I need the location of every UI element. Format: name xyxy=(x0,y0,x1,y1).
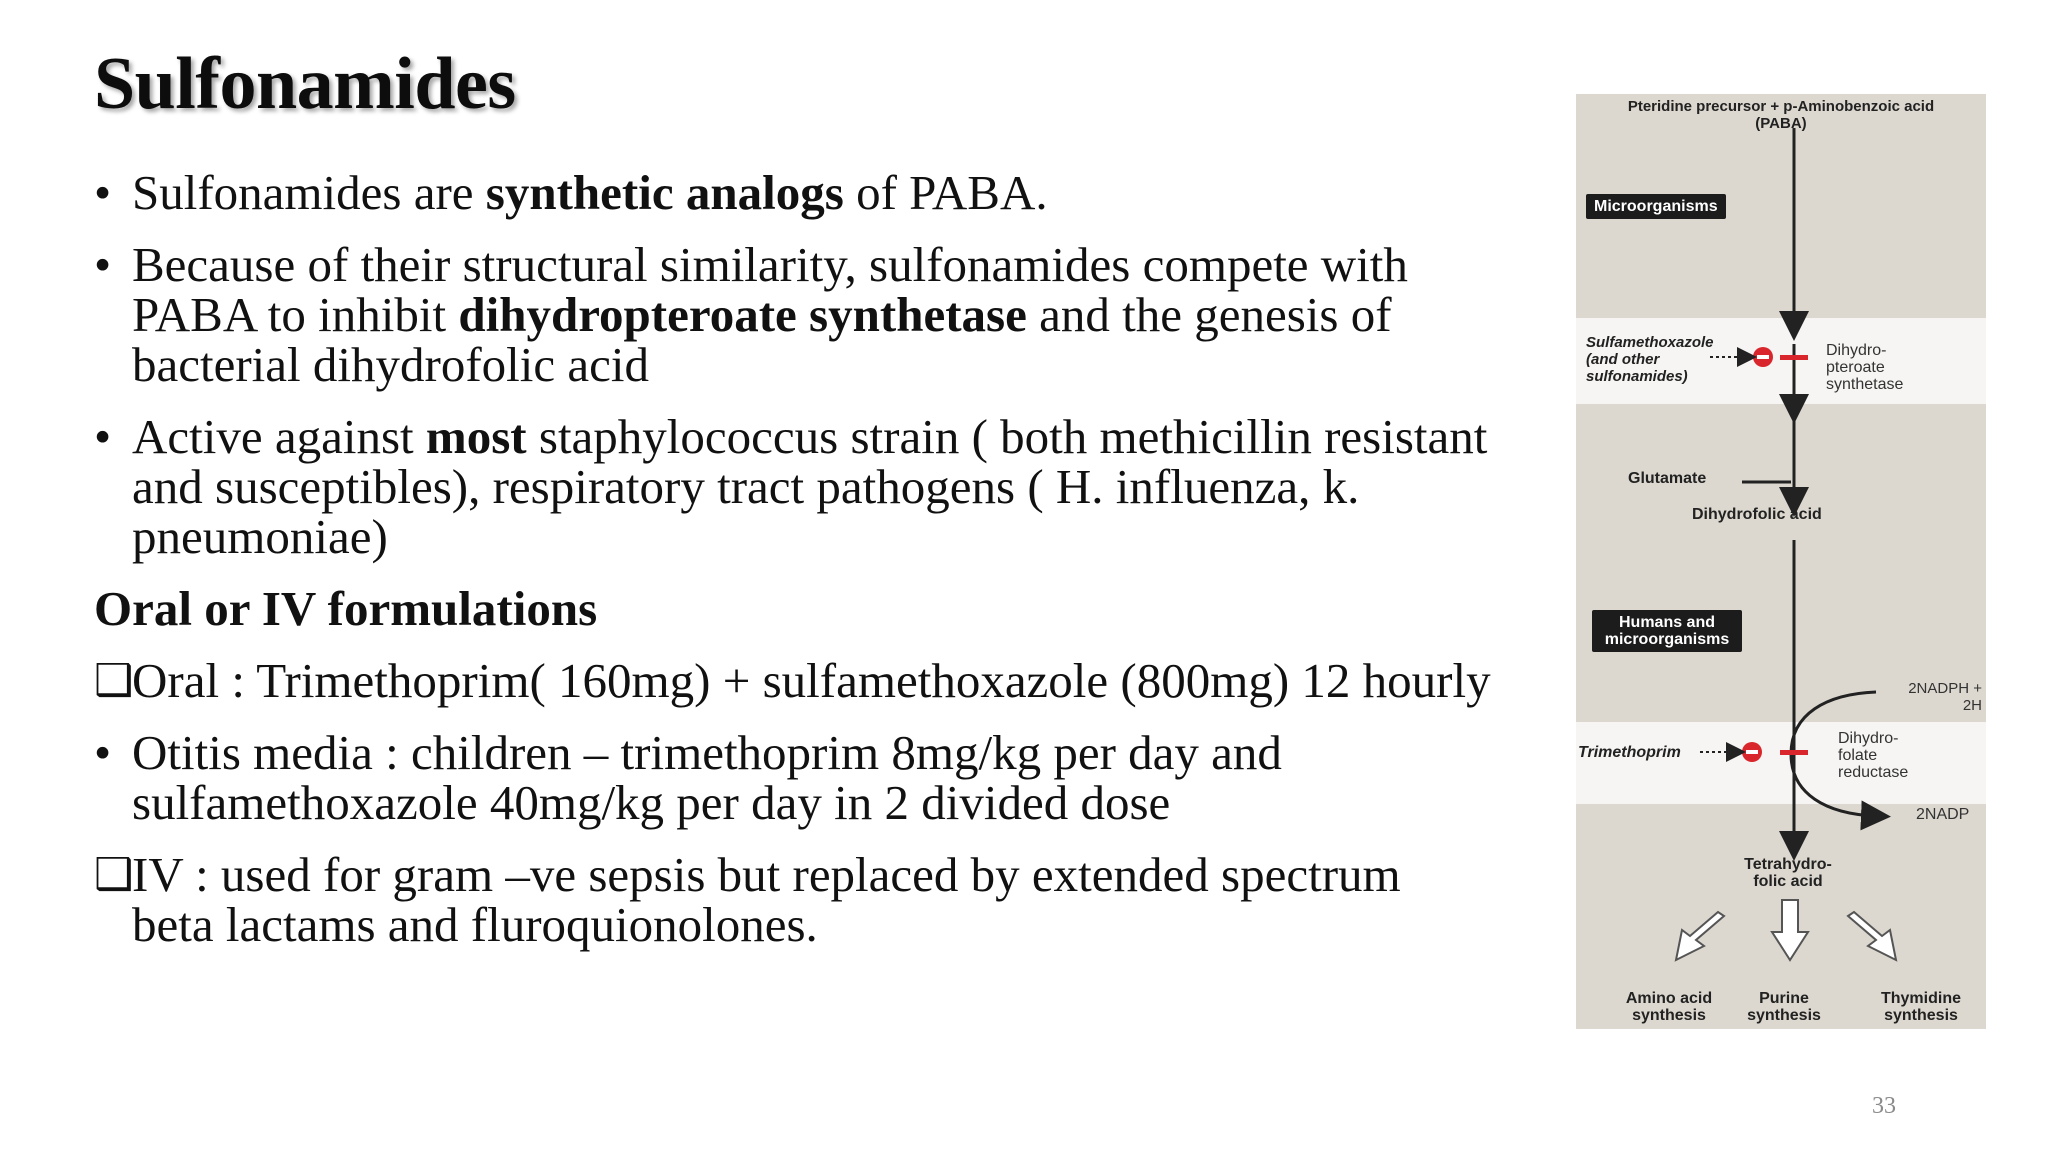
page-number: 33 xyxy=(1872,1093,1896,1119)
microorganisms-tag: Microorganisms xyxy=(1586,194,1726,219)
paba-label: Pteridine precursor + p-Aminobenzoic acid (PABA) xyxy=(1627,98,1935,132)
enzyme1-block-bar xyxy=(1780,355,1808,360)
thymidine-synthesis-label: Thymidine synthesis xyxy=(1880,990,1961,1024)
humans-microorganisms-tag: Humans and microorganisms xyxy=(1592,610,1742,652)
glutamate-label: Glutamate xyxy=(1628,470,1707,487)
section-heading-formulations: Oral or IV formulations xyxy=(94,581,598,636)
enzyme2-label: Dihydro-folate reductase xyxy=(1838,730,1909,781)
checkbox-item-iv: ❑ IV : used for gram –ve sepsis but replaced by extended spectrum beta lactams and fluroquionolones. xyxy=(94,847,1401,952)
bullet-dot: • xyxy=(94,409,112,464)
checkbox-square-icon: ❑ xyxy=(94,656,134,705)
bullet-spectrum: • Active against most staphylococcus strain ( both methicillin resistant and susceptibles), respiratory tract pathogens ( H. influenza, k. pneumoniae) xyxy=(94,409,1488,564)
bullet-mechanism: • Because of their structural similarity, sulfonamides compete with PABA to inhibit dihydropteroate synthetase and the genesis of bacterial dihydrofolic acid xyxy=(94,237,1408,392)
bullet-otitis-media: • Otitis media : children – trimethoprim 8mg/kg per day and sulfamethoxazole 40mg/kg per day in 2 divided dose xyxy=(94,725,1282,830)
folate-pathway-diagram xyxy=(1576,94,1986,1029)
amino-acid-arrow-icon xyxy=(1676,912,1724,960)
checkbox-square-icon: ❑ xyxy=(94,850,134,899)
sulfamethoxazole-label: Sulfamethoxazole (and other sulfonamides) xyxy=(1586,334,1714,385)
enzyme2-block-bar xyxy=(1780,750,1808,755)
slide-title: Sulfonamides xyxy=(94,43,516,125)
trimethoprim-label: Trimethoprim xyxy=(1578,744,1681,761)
dhfa-label: Dihydrofolic acid xyxy=(1692,506,1822,523)
amino-acid-synthesis-label: Amino acid synthesis xyxy=(1625,990,1713,1024)
thymidine-arrow-icon xyxy=(1848,912,1896,960)
checkbox-item-oral: ❑ Oral : Trimethoprim( 160mg) + sulfamethoxazole (800mg) 12 hourly xyxy=(94,653,1491,708)
slide-body xyxy=(94,165,1494,972)
nadp-label: 2NADP xyxy=(1916,806,1970,823)
bullet-dot: • xyxy=(94,237,112,292)
thfa-label: Tetrahydro-folic acid xyxy=(1744,856,1832,890)
bullet-dot: • xyxy=(94,725,112,780)
nadph-label: 2NADPH + 2H xyxy=(1908,680,1982,714)
purine-arrow-icon xyxy=(1772,900,1808,960)
bullet-paba-analog: • Sulfonamides are synthetic analogs of PABA. xyxy=(94,165,1048,220)
bullet-dot: • xyxy=(94,165,112,220)
purine-synthesis-label: Purine synthesis xyxy=(1747,990,1821,1024)
enzyme1-label: Dihydro-pteroate synthetase xyxy=(1826,342,1904,393)
